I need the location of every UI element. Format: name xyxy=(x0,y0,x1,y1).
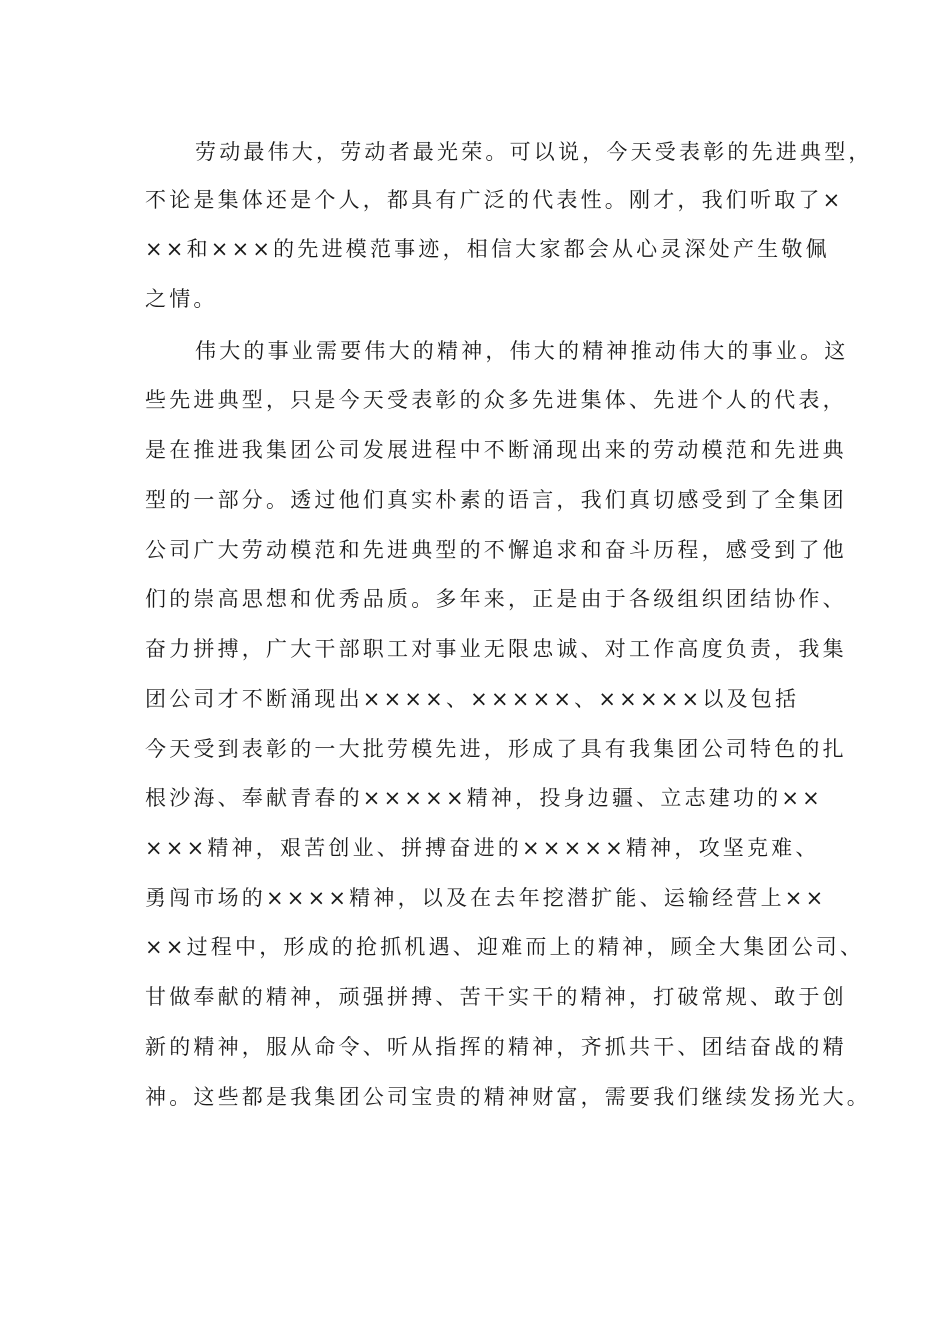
text-line: 不论是集体还是个人，都具有广泛的代表性。刚才，我们听取了× xyxy=(145,188,844,212)
text-line: 劳动最伟大，劳动者最光荣。可以说，今天受表彰的先进典型， xyxy=(195,140,873,164)
text-line: 之情。 xyxy=(145,287,218,311)
text-line: 是在推进我集团公司发展进程中不断涌现出来的劳动模范和先进典 xyxy=(145,438,847,462)
text-line: 新的精神，服从命令、听从指挥的精神，齐抓共干、团结奋战的精 xyxy=(145,1035,847,1059)
text-line: 今天受到表彰的一大批劳模先进，形成了具有我集团公司特色的扎 xyxy=(145,737,847,761)
text-line: ××过程中，形成的抢抓机遇、迎难而上的精神，顾全大集团公司、 xyxy=(145,935,865,959)
text-line: 奋力拼搏，广大干部职工对事业无限忠诚、对工作高度负责，我集 xyxy=(145,637,847,661)
text-line: 神。这些都是我集团公司宝贵的精神财富，需要我们继续发扬光大。 xyxy=(145,1085,871,1109)
text-line: 们的崇高思想和优秀品质。多年来，正是由于各级组织团结协作、 xyxy=(145,587,847,611)
text-line: 公司广大劳动模范和先进典型的不懈追求和奋斗历程，感受到了他 xyxy=(145,538,847,562)
text-line: 团公司才不断涌现出××××、×××××、×××××以及包括 xyxy=(145,687,800,711)
text-line: 些先进典型，只是今天受表彰的众多先进集体、先进个人的代表， xyxy=(145,388,847,412)
text-line: 勇闯市场的××××精神，以及在去年挖潜扩能、运输经营上×× xyxy=(145,886,827,910)
text-line: ××和×××的先进模范事迹，相信大家都会从心灵深处产生敬佩 xyxy=(145,237,830,261)
text-line: 根沙海、奉献青春的×××××精神，投身边疆、立志建功的×× xyxy=(145,786,823,810)
text-line: 伟大的事业需要伟大的精神，伟大的精神推动伟大的事业。这 xyxy=(195,339,849,363)
text-line: 型的一部分。透过他们真实朴素的语言，我们真切感受到了全集团 xyxy=(145,488,847,512)
text-line: ×××精神，艰苦创业、拼搏奋进的×××××精神，攻坚克难、 xyxy=(145,836,820,860)
text-line: 甘做奉献的精神，顽强拼搏、苦干实干的精神，打破常规、敢于创 xyxy=(145,985,847,1009)
